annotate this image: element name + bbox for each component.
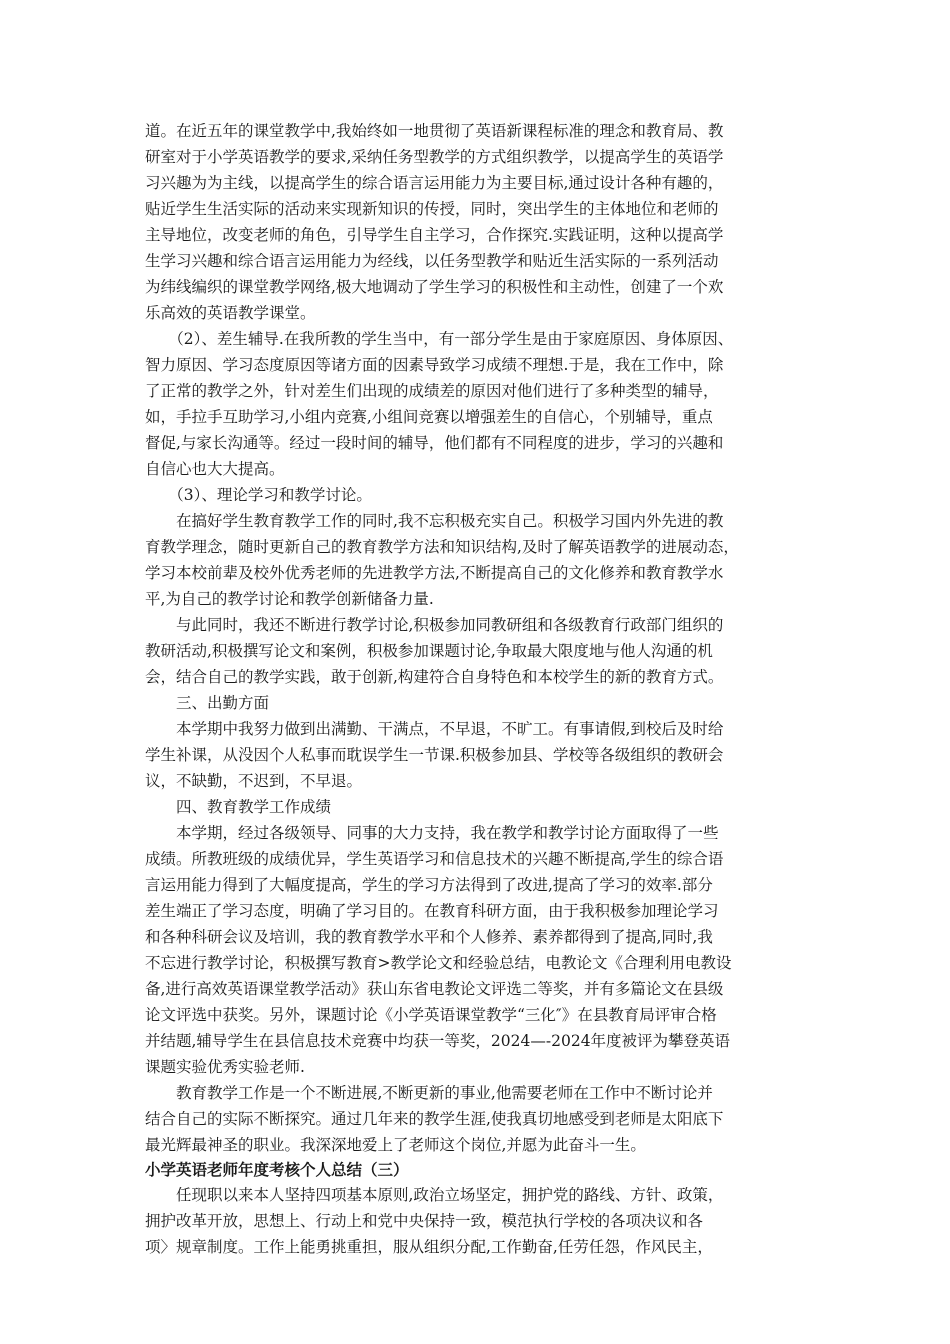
text-line: 任现职以来本人坚持四项基本原则,政治立场坚定，拥护党的路线、方针、政策， <box>145 1186 724 1204</box>
text-line: 在搞好学生教育教学工作的同时,我不忘积极充实自己。积极学习国内外先进的教 <box>145 512 724 530</box>
text-line: 生学习兴趣和综合语言运用能力为经线，以任务型教学和贴近生活实际的一系列活动 <box>145 252 719 270</box>
text-line: 督促,与家长沟通等。经过一段时间的辅导，他们都有不同程度的进步，学习的兴趣和 <box>145 434 724 452</box>
text-line: 自信心也大大提高。 <box>145 460 285 478</box>
text-line: 道。在近五年的课堂教学中,我始终如一地贯彻了英语新课程标准的理念和教育局、教 <box>145 122 724 140</box>
text-line: 学习本校前辈及校外优秀老师的先进教学方法,不断提高自己的文化修养和教育教学水 <box>145 564 724 582</box>
text-line: 不忘进行教学讨论，积极撰写教育>教学论文和经验总结，电教论文《合理利用电教设 <box>145 954 732 972</box>
text-line: 备,进行高效英语课堂教学活动》获山东省电教论文评选二等奖，并有多篇论文在县级 <box>145 980 724 998</box>
document-body-continued <box>145 1182 810 1260</box>
text-line: 会，结合自己的教学实践，敢于创新,构建符合自身特色和本校学生的新的教育方式。 <box>145 668 724 686</box>
document-page <box>145 118 810 1260</box>
text-line: 成绩。所教班级的成绩优异，学生英语学习和信息技术的兴趣不断提高,学生的综合语 <box>145 850 724 868</box>
text-line: （2）、差生辅导.在我所教的学生当中，有一部分学生是由于家庭原因、身体原因、 <box>145 330 734 348</box>
text-line: 拥护改革开放，思想上、行动上和党中央保持一致，模范执行学校的各项决议和各 <box>145 1212 704 1230</box>
text-line: 主导地位，改变老师的角色，引导学生自主学习，合作探究.实践证明，这种以提高学 <box>145 226 724 244</box>
text-line: 贴近学生生活实际的活动来实现新知识的传授，同时，突出学生的主体地位和老师的 <box>145 200 719 218</box>
text-line: 智力原因、学习态度原因等诸方面的因素导致学习成绩不理想.于是，我在工作中，除 <box>145 356 724 374</box>
text-line: （3）、理论学习和教学讨论。 <box>145 486 372 504</box>
text-line: 育教学理念，随时更新自己的教育教学方法和知识结构,及时了解英语教学的进展动态， <box>145 538 739 556</box>
text-line: 并结题,辅导学生在县信息技术竞赛中均获一等奖，2024—-2024年度被评为攀登英语 <box>145 1032 731 1050</box>
text-line: 与此同时，我还不断进行教学讨论,积极参加同教研组和各级教育行政部门组织的 <box>145 616 724 634</box>
text-line: 言运用能力得到了大幅度提高，学生的学习方法得到了改进,提高了学习的效率.部分 <box>145 876 713 894</box>
text-line: 乐高效的英语教学课堂。 <box>145 304 316 322</box>
text-line: 三、出勤方面 <box>145 694 270 712</box>
text-line: 最光辉最神圣的职业。我深深地爱上了老师这个岗位,并愿为此奋斗一生。 <box>145 1136 646 1154</box>
text-line: 教研活动,积极撰写论文和案例，积极参加课题讨论,争取最大限度地与他人沟通的机 <box>145 642 713 660</box>
text-line: 如，手拉手互助学习,小组内竞赛,小组间竞赛以增强差生的自信心，个别辅导，重点 <box>145 408 713 426</box>
text-line: 本学期中我努力做到出满勤、干满点，不早退，不旷工。有事请假,到校后及时给 <box>145 720 724 738</box>
document-body <box>145 118 810 1158</box>
text-line: 习兴趣为为主线，以提高学生的综合语言运用能力为主要目标,通过设计各种有趣的， <box>145 174 724 192</box>
text-line: 四、教育教学工作成绩 <box>145 798 332 816</box>
text-line: 项〉规章制度。工作上能勇挑重担，服从组织分配,工作勤奋,任劳任怨，作风民主， <box>145 1238 713 1256</box>
text-line: 为纬线编织的课堂教学网络,极大地调动了学生学习的积极性和主动性，创建了一个欢 <box>145 278 724 296</box>
text-line: 本学期，经过各级领导、同事的大力支持，我在教学和教学讨论方面取得了一些 <box>145 824 719 842</box>
text-line: 平,为自己的教学讨论和教学创新储备力量. <box>145 590 434 608</box>
text-line: 了正常的教学之外，针对差生们出现的成绩差的原因对他们进行了多种类型的辅导， <box>145 382 719 400</box>
text-line: 和各种科研会议及培训，我的教育教学水平和个人修养、素养都得到了提高,同时,我 <box>145 928 713 946</box>
text-line: 教育教学工作是一个不断进展,不断更新的事业,他需要老师在工作中不断讨论并 <box>145 1084 713 1102</box>
text-line: 差生端正了学习态度，明确了学习目的。在教育科研方面，由于我积极参加理论学习 <box>145 902 719 920</box>
text-line: 议，不缺勤，不迟到，不早退。 <box>145 772 363 790</box>
text-line: 学生补课，从没因个人私事而耽误学生一节课.积极参加县、学校等各级组织的教研会 <box>145 746 724 764</box>
section-heading: 小学英语老师年度考核个人总结（三） <box>145 1161 409 1179</box>
text-line: 研室对于小学英语教学的要求,采纳任务型教学的方式组织教学，以提高学生的英语学 <box>145 148 724 166</box>
text-line: 论文评选中获奖。另外，课题讨论《小学英语课堂教学“三化″》在县教育局评审合格 <box>145 1006 717 1024</box>
text-line: 结合自己的实际不断探究。通过几年来的教学生涯,使我真切地感受到老师是太阳底下 <box>145 1110 724 1128</box>
text-line: 课题实验优秀实验老师. <box>145 1058 305 1076</box>
